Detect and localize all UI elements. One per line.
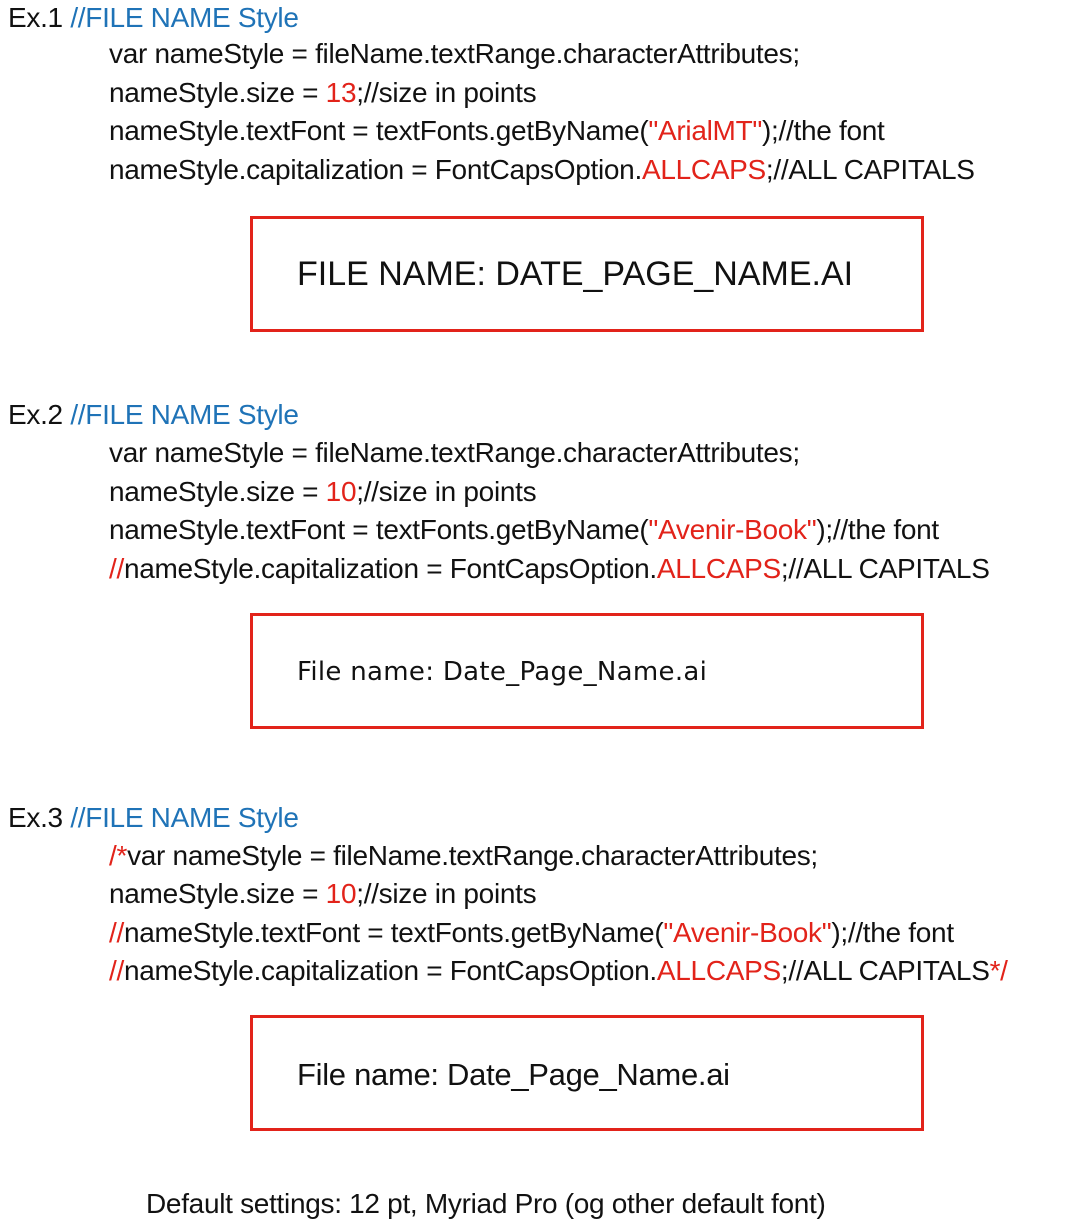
ex1-line2-post: ;//size in points [356, 77, 537, 108]
ex3-sample-text: File name: Date_Page_Name.ai [297, 1057, 730, 1092]
ex2-sample-box [250, 613, 924, 729]
ex1-line2 [109, 75, 536, 111]
ex3-line4-post: ;//ALL CAPITALS [780, 955, 990, 986]
ex2-heading [8, 397, 299, 433]
ex2-line1: var nameStyle = fileName.textRange.characterAttributes; [109, 437, 800, 468]
ex3-line2-post: ;//size in points [356, 878, 537, 909]
ex2-line3 [109, 512, 939, 548]
ex3-font-value: "Avenir-Book" [663, 917, 832, 948]
ex3-line4-end-comment: */ [989, 955, 1008, 986]
ex2-line2-post: ;//size in points [356, 476, 537, 507]
ex2-line3-pre: nameStyle.textFont = textFonts.getByName( [109, 514, 649, 545]
ex3-sample-box [250, 1015, 924, 1131]
ex2-line2-pre: nameStyle.size = [109, 476, 326, 507]
ex1-sample-text: FILE NAME: DATE_PAGE_NAME.AI [297, 255, 854, 293]
ex1-sample-box [250, 216, 924, 332]
ex1-font-value: "ArialMT" [648, 115, 763, 146]
ex2-line4 [109, 551, 990, 587]
ex3-line3 [109, 915, 954, 951]
ex1-line2-pre: nameStyle.size = [109, 77, 326, 108]
ex2-line4-post: ;//ALL CAPITALS [780, 553, 990, 584]
ex3-size-value: 10 [325, 878, 357, 909]
ex3-heading [8, 800, 299, 836]
ex3-line1 [109, 838, 818, 874]
ex2-line3-post: );//the font [816, 514, 939, 545]
ex3-line4-pre: nameStyle.capitalization = FontCapsOption. [123, 955, 657, 986]
ex2-line4-comment: // [109, 553, 124, 584]
ex1-size-value: 13 [325, 77, 357, 108]
ex1-line3-post: );//the font [762, 115, 885, 146]
ex1-line3-pre: nameStyle.textFont = textFonts.getByName( [109, 115, 649, 146]
ex1-line4-pre: nameStyle.capitalization = FontCapsOption. [109, 154, 642, 185]
ex3-line2-pre: nameStyle.size = [109, 878, 326, 909]
ex2-label: Ex.2 [8, 399, 71, 430]
ex3-line1-comment: /* [109, 840, 128, 871]
ex3-comment: //FILE NAME Style [70, 802, 299, 833]
ex1-heading [8, 0, 299, 36]
ex1-line1: var nameStyle = fileName.textRange.characterAttributes; [109, 38, 800, 69]
default-settings-note: Default settings: 12 pt, Myriad Pro (og other default font) [146, 1188, 826, 1219]
ex1-comment: //FILE NAME Style [70, 2, 299, 33]
ex2-line4-pre: nameStyle.capitalization = FontCapsOption. [123, 553, 657, 584]
ex2-font-value: "Avenir-Book" [648, 514, 817, 545]
ex1-line3 [109, 113, 884, 149]
ex1-line4 [109, 152, 975, 188]
ex2-line2 [109, 474, 536, 510]
ex2-caps-value: ALLCAPS [656, 553, 781, 584]
ex1-caps-value: ALLCAPS [641, 154, 766, 185]
ex2-sample-text: File name: Date_Page_Name.ai [297, 657, 708, 687]
ex3-label: Ex.3 [8, 802, 71, 833]
ex3-line3-comment: // [109, 917, 124, 948]
ex2-size-value: 10 [325, 476, 357, 507]
ex3-caps-value: ALLCAPS [656, 955, 781, 986]
ex3-line4-comment: // [109, 955, 124, 986]
ex3-line1-text: var nameStyle = fileName.textRange.characterAttributes; [127, 840, 818, 871]
ex3-line2 [109, 876, 536, 912]
ex3-line3-post: );//the font [831, 917, 954, 948]
ex2-comment: //FILE NAME Style [70, 399, 299, 430]
ex1-line4-post: ;//ALL CAPITALS [765, 154, 975, 185]
ex3-line4 [109, 953, 1008, 989]
ex3-line3-pre: nameStyle.textFont = textFonts.getByName( [123, 917, 664, 948]
ex1-label: Ex.1 [8, 2, 71, 33]
